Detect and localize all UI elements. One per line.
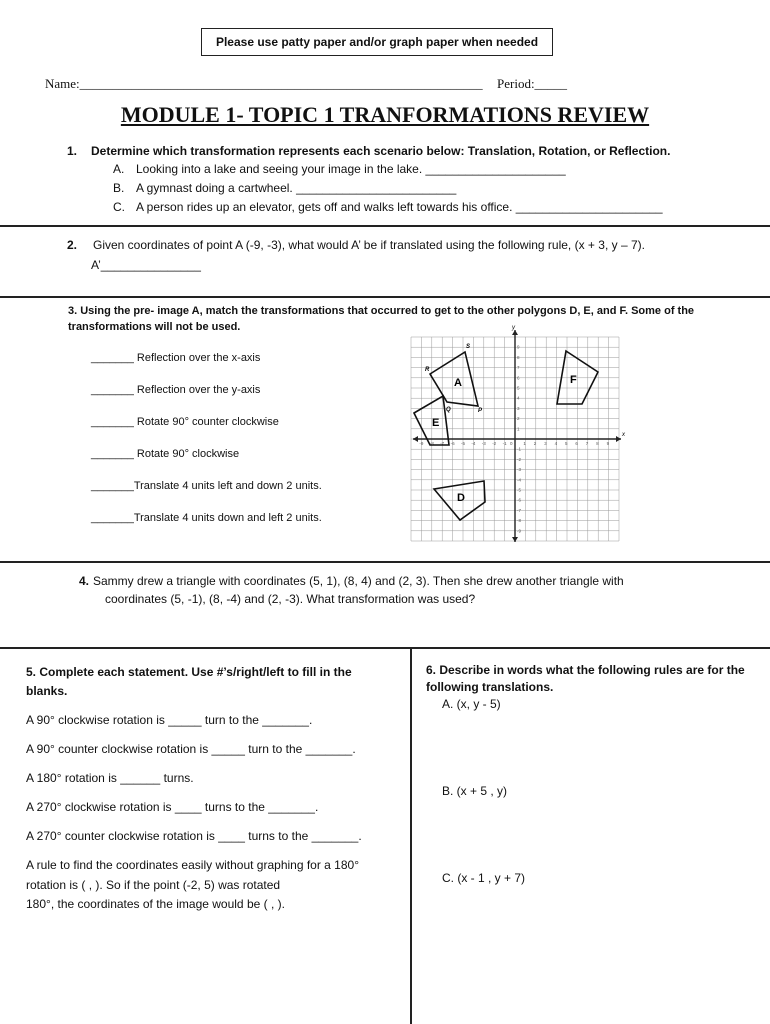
q5-statement-90-cw[interactable]: A 90° clockwise rotation is _____ turn to the _______.	[26, 713, 313, 727]
label-d: D	[457, 492, 465, 504]
y-tick-label: 4	[517, 395, 520, 401]
q5-statement-270-cw[interactable]: A 270° clockwise rotation is ____ turns to the _______.	[26, 800, 319, 814]
q6-item-c: C. (x - 1 , y + 7)	[442, 871, 526, 885]
q1-item-c-letter: C.	[113, 200, 125, 214]
x-tick-label: -8	[429, 441, 434, 446]
x-axis-arrow-right	[616, 436, 621, 442]
q4-line2: coordinates (5, -1), (8, -4) and (2, -3). What transformation was used?	[105, 592, 476, 606]
x-tick-label: 8	[596, 441, 599, 446]
x-tick-label: 3	[544, 441, 547, 446]
q3-option-rotate-cw[interactable]: _______ Rotate 90° clockwise	[91, 448, 240, 460]
q5-statement-90-ccw[interactable]: A 90° counter clockwise rotation is _____ turn to the _______.	[26, 742, 356, 756]
y-tick-label: 9	[517, 344, 520, 350]
label-e: E	[432, 417, 440, 429]
q2-number: 2.	[67, 238, 78, 252]
y-tick-label: 6	[517, 375, 520, 381]
q3-option-reflect-y[interactable]: _______ Reflection over the y-axis	[91, 384, 261, 396]
q2-answer-field[interactable]: A’_______________	[91, 258, 201, 272]
page-title: MODULE 1- TOPIC 1 TRANFORMATIONS REVIEW	[120, 102, 650, 127]
divider	[0, 296, 770, 298]
y-tick-label: -2	[517, 456, 522, 462]
q1-item-b-letter: B.	[113, 181, 125, 195]
y-tick-label: 2	[517, 416, 520, 422]
q6-prompt-line1: 6. Describe in words what the following rules are for the	[426, 663, 745, 677]
label-s: S	[466, 344, 471, 350]
y-tick-label: 5	[517, 385, 520, 391]
q4-number: 4.	[79, 574, 90, 588]
y-tick-label: 7	[517, 365, 520, 371]
q3-prompt-line1: 3. Using the pre- image A, match the transformations that occurred to get to the other polygons D, E, and F. Some of the	[68, 305, 695, 317]
q5-rule-line2[interactable]: rotation is ( , ). So if the point (-2, 5) was rotated	[26, 878, 281, 892]
label-r: R	[425, 367, 430, 373]
column-divider	[410, 649, 412, 1024]
name-field[interactable]: Name:______________________________________________________________	[45, 76, 483, 91]
x-tick-label: 1	[523, 441, 526, 446]
y-tick-label: -4	[517, 477, 522, 483]
x-axis-label: x	[622, 432, 625, 438]
q3-prompt-line2: transformations will not be used.	[68, 321, 241, 333]
x-tick-label: 4	[554, 441, 558, 446]
q1-prompt: Determine which transformation represents each scenario below: Translation, Rotation, or Reflection.	[91, 144, 671, 158]
q6-item-b: B. (x + 5 , y)	[442, 784, 508, 798]
y-tick-label: -8	[517, 518, 522, 524]
x-tick-label: -1	[502, 441, 507, 446]
x-tick-label: -5	[461, 441, 466, 446]
y-tick-label: -5	[517, 487, 522, 493]
q4-line1: Sammy drew a triangle with coordinates (5, 1), (8, 4) and (2, 3). Then she drew another triangle with	[93, 574, 624, 588]
q1-item-a-letter: A.	[113, 162, 125, 176]
y-tick-label: 3	[517, 405, 520, 411]
x-tick-label: -6	[450, 441, 455, 446]
y-tick-label: 8	[517, 354, 520, 360]
q5-prompt-line2: blanks.	[26, 684, 68, 698]
q1-item-b[interactable]: A gymnast doing a cartwheel. ________________________	[136, 181, 457, 195]
y-tick-label: -9	[517, 528, 522, 534]
q2-prompt: Given coordinates of point A (-9, -3), what would A’ be if translated using the following rule, (x + 3, y – 7).	[93, 238, 645, 252]
q3-option-rotate-ccw[interactable]: _______ Rotate 90° counter clockwise	[91, 416, 279, 428]
q1-number: 1.	[67, 144, 78, 158]
x-tick-label: 6	[575, 441, 578, 446]
x-tick-label: 5	[565, 441, 568, 446]
x-axis-arrow-left	[413, 436, 418, 442]
divider	[0, 225, 770, 227]
label-f: F	[570, 374, 577, 386]
q5-prompt-line1: 5. Complete each statement. Use #’s/right/left to fill in the	[26, 665, 352, 679]
q3-option-reflect-x[interactable]: _______ Reflection over the x-axis	[91, 352, 261, 364]
q3-option-translate-down-left[interactable]: _______Translate 4 units down and left 2 units.	[91, 512, 322, 524]
q5-rule-line1: A rule to find the coordinates easily without graphing for a 180°	[26, 858, 360, 872]
coordinate-graph	[410, 322, 624, 547]
divider	[0, 647, 770, 649]
label-q: Q	[446, 407, 451, 413]
patty-paper-notice: Please use patty paper and/or graph paper when needed	[201, 28, 553, 56]
divider	[0, 561, 770, 563]
y-tick-label: -3	[517, 467, 522, 473]
origin-label: 0	[510, 441, 513, 446]
q6-item-a: A. (x, y - 5)	[442, 697, 501, 711]
x-tick-label: 2	[533, 441, 537, 446]
y-axis-label: y	[512, 325, 515, 331]
x-tick-label: -7	[440, 441, 445, 446]
q5-statement-180[interactable]: A 180° rotation is ______ turns.	[26, 771, 194, 785]
q3-option-translate-left-down[interactable]: _______Translate 4 units left and down 2 units.	[91, 480, 322, 492]
q1-item-a[interactable]: Looking into a lake and seeing your image in the lake. _____________________	[136, 162, 566, 176]
x-tick-label: -3	[481, 441, 486, 446]
label-a: A	[454, 377, 462, 389]
x-tick-label: 7	[585, 441, 589, 446]
q5-statement-270-ccw[interactable]: A 270° counter clockwise rotation is ____ turns to the _______.	[26, 829, 362, 843]
q5-rule-line3[interactable]: 180°, the coordinates of the image would be ( , ).	[26, 897, 285, 911]
label-p: P	[478, 408, 483, 414]
q6-prompt-line2: following translations.	[426, 680, 554, 694]
x-tick-label: 9	[606, 441, 610, 446]
x-tick-label: -9	[419, 441, 424, 446]
period-field[interactable]: Period:_____	[497, 76, 568, 91]
x-tick-label: -4	[471, 441, 476, 446]
y-tick-label: -7	[517, 507, 522, 513]
q1-item-c[interactable]: A person rides up an elevator, gets off and walks left towards his office. ______________________	[136, 200, 663, 214]
y-tick-label: 1	[517, 426, 520, 432]
y-tick-label: -1	[517, 446, 522, 452]
y-tick-label: -6	[517, 497, 522, 503]
x-tick-label: -2	[492, 441, 497, 446]
